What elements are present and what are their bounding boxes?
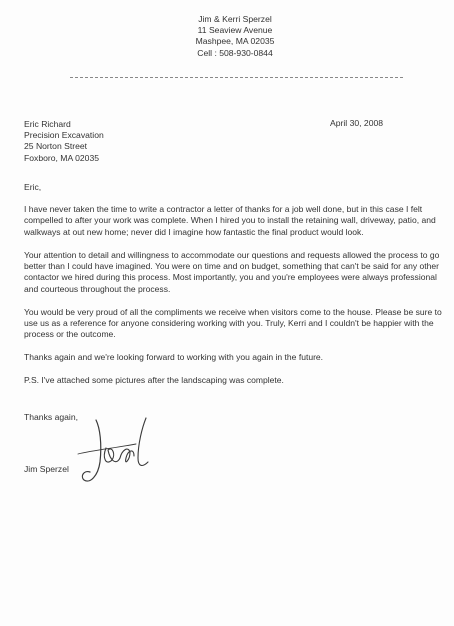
body-paragraph: You would be very proud of all the compliments we receive when visitors come to the house. Please be sure to use us as a reference for anyone considering working with you. Truly, Kerri and I couldn't be happier with the process or the outcome.: [24, 306, 442, 340]
recipient-name: Eric Richard: [24, 119, 71, 129]
body-paragraph: Your attention to detail and willingness to accommodate our questions and requests allowed the process to go better than I could have imagined. You were on time and on budget, something that can't be said for any other contactor we hired during this process. Most importantly, you and you're employees were always professional and courteous throughout the process.: [24, 249, 440, 294]
letterhead-divider: [70, 77, 403, 78]
recipient-address-block: [24, 119, 104, 164]
sender-name: Jim & Kerri Sperzel: [198, 14, 272, 24]
letter-date: April 30, 2008: [330, 118, 384, 128]
signer-name: Jim Sperzel: [24, 464, 69, 474]
salutation: Eric,: [24, 182, 42, 192]
sender-city: Mashpee, MA 02035: [195, 36, 275, 47]
sender-street: 11 Seaview Avenue: [197, 25, 273, 36]
body-paragraph: I have never taken the time to write a contractor a letter of thanks for a job well done, but in this case I felt compelled to after your work was complete. When I hired you to install the retaining wall, driveway, patio, and walkways at out new home; never did I imagine how fantastic the final product would look.: [24, 204, 436, 237]
letter-body: [24, 204, 444, 398]
recipient-street: 25 Norton Street: [24, 141, 88, 152]
handwritten-signature: [76, 414, 166, 494]
closing-line: Thanks again,: [24, 412, 78, 422]
sender-address-block: [175, 14, 295, 59]
body-paragraph: P.S. I've attached some pictures after the landscaping was complete.: [24, 375, 284, 386]
recipient-city: Foxboro, MA 02035: [24, 152, 100, 163]
recipient-company: Precision Excavation: [24, 130, 104, 141]
sender-phone: Cell : 508-930-0844: [197, 47, 273, 58]
body-paragraph: Thanks again and we're looking forward to working with you again in the future.: [24, 352, 324, 363]
